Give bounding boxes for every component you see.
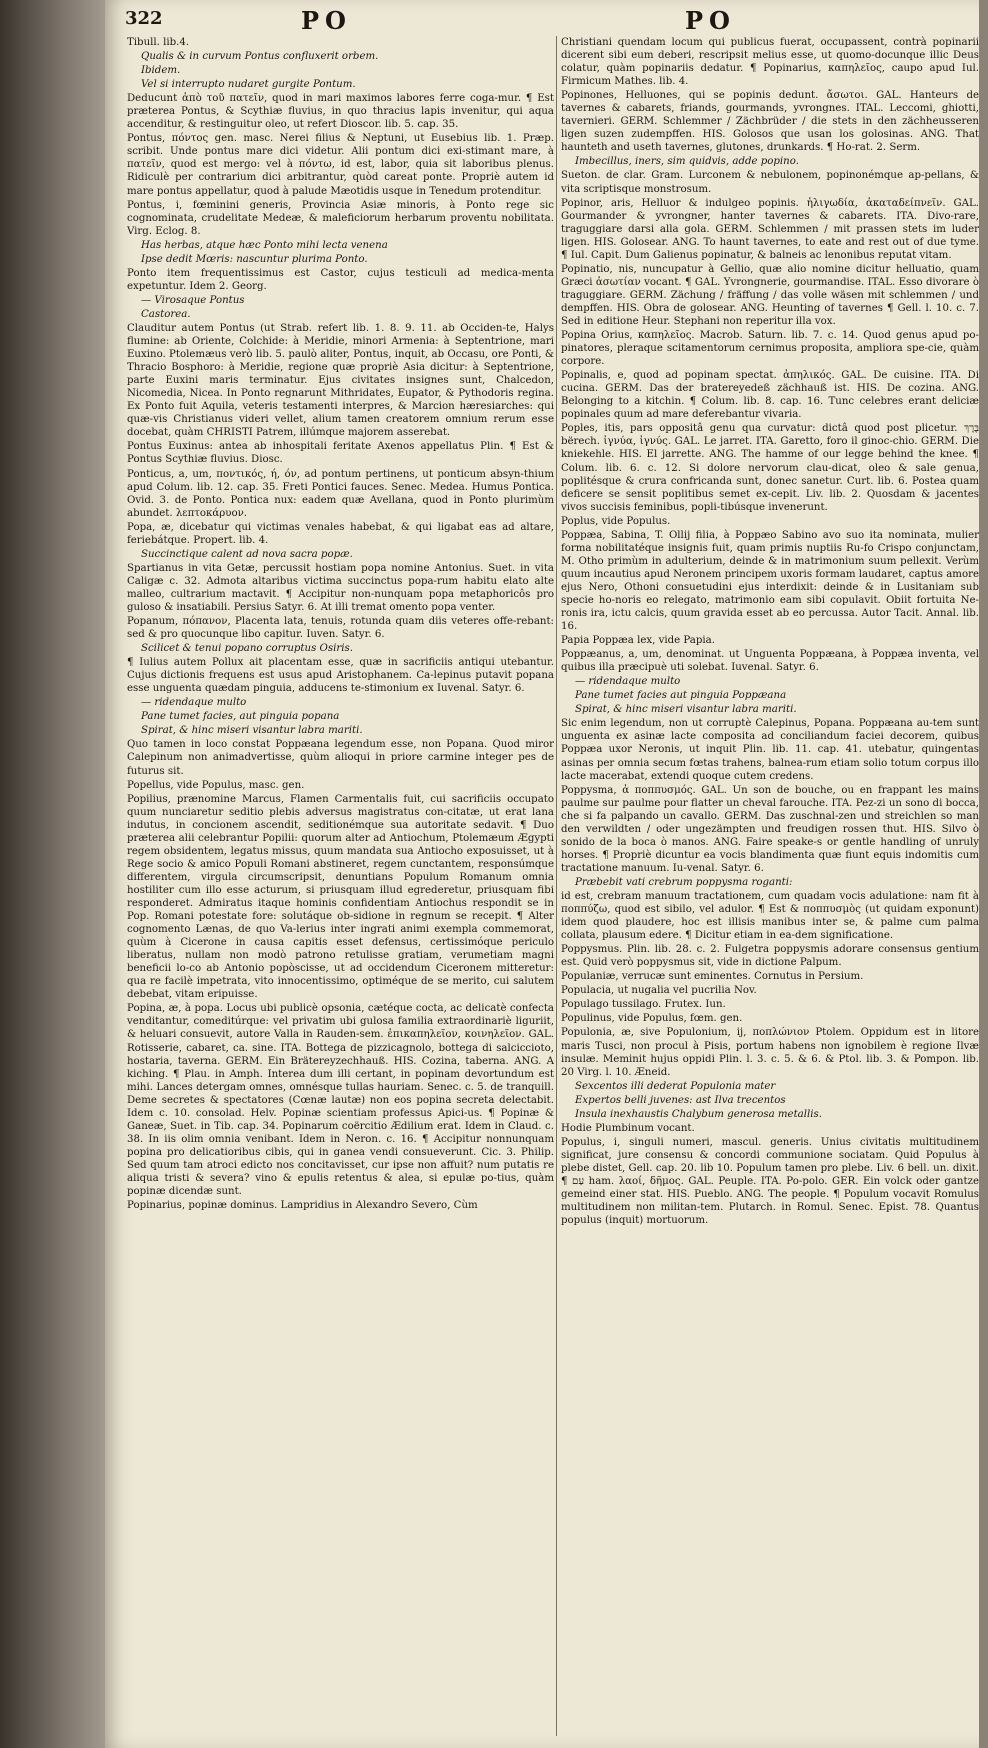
entry-popina: Popina, æ, à popa. Locus ubi publicè opsonia, cætéque cocta, ac delicatè confecta venditantur, comeditúrque: vel privatim ubi gulosa familia extraordinariè liguriit, & heluari consuevit, autore Valla in Rauden-sem. ἐπικαπηλεῖον, κοινηλεῖον. GAL. Rotisserie, cabaret, ca. sine. ITA. Bottega de pizzicagnolo, bottega di salciccioto, hostaria, taverna. GERM. Ein Brätereyzechhauß. HIS. Cozina, taberna. ANG. A kiching. ¶ Plau. in Amph. Interea dum illi certant, in popinam devortundum est mihi. Lances detergam omnes, omnésque tullas hauriam. Senec. c. 5. de tranquill. Deme secretes & spectatores (Cœnæ lautæ) non eos popina secreta delectabit. Idem c. 10. consolad. Helv. Popinæ scientiam professus Apici-us. ¶ Popinæ & Ganeæ, Suet. in Tib. cap. 34. Popinarum coërcitio Ædilium erat. Idem in Claud. c. 38. In iis olim omnia venibant. Idem in Neron. c. 16. ¶ Accipitur nonnunquam popina pro delicatioribus cibis, qui in ganea vendi consueverunt. Cic. 3. Philip. Sed quum tam atroci edicto nos concitavisset, cur ipse non affuit? num putatis re aliqua tristi & severa? vino & epulis retentus & alea, si epulæ po-tius, quàm popinæ dicendæ sunt. (127, 1003, 554, 1198)
left-column (127, 36, 554, 1736)
entry: Deducunt ἀπὸ τοῦ πατεῖν, quod in mari maximos labores ferre coga-mur. ¶ Est præterea Pontus, & Scythiæ fluvius, in quo thracius lapis invenitur, qui aqua accenditur, & restinguitur oleo, ut refert Dioscor. lib. 5. cap. 35. (127, 93, 554, 131)
entry-ponticus: Ponticus, a, um, ποντικός, ή, όν, ad pontum pertinens, ut ponticum absyn-thium apud Colum. lib. 12. cap. 35. Freti Pontici fauces. Senec. Medea. Humus Pontica. Ovid. 3. de Ponto. Pontica nux: eadem quæ Avellana, quod in Ponto plurimùm abundet. λεπτοκάρυον. (127, 468, 554, 519)
verse-line: — Virosaque Pontus (141, 294, 245, 306)
verse-line: Scilicet & tenui popano corruptus Osiris. (141, 643, 353, 655)
verse-line: — ridendaque multo (575, 676, 681, 688)
book-page (105, 0, 979, 1748)
entry: Spartianus in vita Getæ, percussit hostiam popa nomine Antonius. Suet. in vita Caligæ c. 32. Admota altaribus victima succinctus popa-rum habitu elato alte malleo, cultrarium mactavit. ¶ Accipitur non-nunquam popa metaphoricôs pro guloso & insatiabili. Persius Satyr. 6. At illi tremat omento popa venter. (127, 562, 554, 613)
book-gutter (0, 0, 105, 1748)
entry-popinatio: Popinatio, nis, nuncupatur à Gellio, quæ alio nomine dicitur helluatio, quam Græci ἀσωτίαν vocant. ¶ GAL. Yvrongnerie, gourmandise. ITAL. Esso divorare ò traguggiare. GERM. Zächung / fräffung / das volle wäsen mit schlemmen / und dempffen. HIS. Obra de golosear. ANG. Heunting of tavernes ¶ Gell. l. 10. c. 7. Sed in editione Heur. Stephani non reperitur illa vox. (561, 263, 979, 327)
entry: Ponto item frequentissimus est Castor, cujus testiculi ad medica-menta expetuntur. Idem 2. Georg. (127, 267, 554, 292)
running-head (105, 6, 979, 36)
verse-line: Qualis & in curvum Pontus confluxerit orbem. (141, 51, 379, 63)
verse-line: Spirat, & hinc miseri visantur labra mariti. (575, 704, 797, 716)
entry: Quo tamen in loco constat Poppæana legendum esse, non Popana. Quod miror Calepinum non animadvertisse, quùm alioqui in priore carmine integer pes de futurus sit. (127, 739, 554, 777)
verse-line: Pane tumet facies aut pinguia Poppæana (575, 690, 787, 702)
header-left: PO (301, 6, 352, 35)
entry-popellus: Popellus, vide Populus, masc. gen. (127, 779, 305, 791)
verse-line: Succinctique calent ad nova sacra popæ. (141, 548, 353, 560)
entry-popinor: Popinor, aris, Helluor & indulgeo popinis. ἡλιγωδία, ἀκαταδείπνεῖν. GAL. Gourmander & yvrongner, hanter tavernes & cabarets. ITA. Divo-rare, traguggiare darsi alla gola. GERM. Schlemmen / mit prassen stets im luder ligen. HIS. Golosear. ANG. To haunt tavernes, to eate and rest out of due tyme. ¶ Iul. Capit. Dum Galienus popinatur, & balneis ac lenonibus reputat vitam. (561, 197, 979, 261)
page-number: 322 (125, 8, 163, 29)
verse-line: Ipse dedit Mœris: nascuntur plurima Ponto. (141, 253, 368, 265)
entry-populago: Populago tussilago. Frutex. Iun. (561, 999, 726, 1011)
entry: id est, crebram manuum tractationem, cum quadam vocis adulatione: nam fit à ποππύζω, quod est sibilo, vel adulor. ¶ Est & ποππυσμὸς (ut quidam exponunt) idem quod plaudere, hoc est illisis manibus inter se, & palme cum palma collata, plausum edere. ¶ Dicitur etiam in ea-dem significatione. (561, 891, 979, 942)
entry-popinones: Popinones, Helluones, qui se popinis dedunt. ἄσωτοι. GAL. Hanteurs de tavernes & cabarets, friands, gourmands, yvrongnes. ITAL. Leccomi, ghiotti, tavernieri. GERM. Schlemmer / Zächbrüder / die stets in den zächheusseren ligen suzen zudempffen. HIS. Golosos que usan los golosinas. ANG. That haunteth and useth tavernes, glutones, drunkards. ¶ Ho-rat. 2. Serm. (561, 90, 979, 154)
entry-populonia: Populonia, æ, sive Populonium, ij, ποπλώνιον Ptolem. Oppidum est in litore maris Tusci, non procul à Pisis, portum habens non ignobilem è regione Ilvæ insulæ. Meminit hujus oppidi Plin. l. 3. c. 5. & 6. & Ptol. lib. 3. & Pompon. lib. 20 Virg. l. 10. Æneid. (561, 1027, 979, 1078)
entry-populus: Populus, i, singuli numeri, mascul. generis. Unius civitatis multitudinem significat, jure consensu & concordi communione sociatam. Quid Populus à plebe distet, Gell. cap. 20. lib 10. Populum tamen pro plebe. Liv. 6 bell. un. dixit. ¶ עַם ham. λαοί, δῆμος. GAL. Peuple. ITA. Po-polo. GER. Ein volck oder gantze gemeind einer stat. HIS. Pueblo. ANG. The people. ¶ Populum vocavit Romulus multitudinem non militan-tem. Plutarch. in Romul. Senec. Epist. 78. Quantus populus (inquit) mortuorum. (561, 1136, 979, 1227)
entry-poppysma: Poppysma, ἀ ποππυσμός. GAL. Un son de bouche, ou en frappant les mains paulme sur paulme pour flatter un cheval farouche. ITA. Pez-zi un sono di bocca, che si fa palpando un cavallo. GERM. Das zuschnal-zen und streichlen so man den verwildten / oder ungezämpten und freudigen rossen thut. HIS. Silvo ò sonido de la boca ò manos. ANG. Faire speake-s or gentle handling of unruly horses. ¶ Propriè dicuntur ea vocis blandimenta quæ fiunt equis indomitis cum tractatione manuum. Iu-venal. Satyr. 6. (561, 784, 979, 874)
verse-line: Insula inexhaustis Chalybum generosa metallis. (575, 1108, 822, 1120)
entry: Hodie Plumbinum vocant. (561, 1122, 695, 1134)
entry-popinarius: Popinarius, popinæ dominus. Lampridius in Alexandro Severo, Cùm (127, 1200, 478, 1212)
entry-poplus: Poplus, vide Populus. (561, 515, 671, 527)
entry-poppaea: Poppæa, Sabina, T. Ollij filia, à Poppæo Sabino avo suo ita nominata, mulier forma nobilitatéque insignis fuit, quam primis nuptiis Ru-fo Crispo conjunctam, M. Otho primùm in adulterium, deinde & in matrimonium suum pellexit. Verùm quum incautius apud Neronem principem uxoris formam laudaret, captus amore ejus Nero, Othoni consuetudini ejus interdixit: deinde & in Lusitaniam sub specie ho-noris eo relegato, matrimonio eam sibi copulavit. Obiit fortuita Ne-ronis ira, ictu calcis, quum gravida esset ab eo percussa. Autor Tacit. Annal. lib. 16. (561, 529, 979, 633)
entry: Sic enim legendum, non ut corruptè Calepinus, Popana. Poppæana au-tem sunt unguenta ex asinæ lacte composita ad conciliandum faciei decorem, quibus Poppæa uxor Neronis, ut inquit Plin. lib. 11. cap. 41. utebatur, quingentas asinas per omnia secum fœtas trahens, balnea-rum etiam solio totum corpus illo lacte macerabat, extendi quoque cutem credens. (561, 718, 979, 782)
entry-poples: Poples, itis, pars oppositâ genu qua curvatur: dictâ quod post plicetur. בֶּרֶךְ bërech. ἰγνύα, ἰγνύς. GAL. Le jarret. ITA. Garetto, foro il ginoc-chio. GERM. Die kniekehle. HIS. El jarrette. ANG. The hamme of our legge behind the knee. ¶ Colum. lib. 6. c. 12. Si dolore nervorum clau-dicat, oleo & sale genua, poplitésque & crura confricanda sunt, donec sanetur. Curt. lib. 6. Postea quam deficere se sensit poplitibus semet ex-cepit. Liv. lib. 2. Quosdam & jacentes vivos succisis feminibus, popli-tibúsque invenerunt. (561, 423, 979, 513)
column-rule (556, 36, 557, 1736)
right-column (561, 36, 979, 1736)
entry-pontus-euxinus: Pontus Euxinus: antea ab inhospitali feritate Axenos appellatus Plin. ¶ Est & Pontus Scythiæ fluvius. Diosc. (127, 441, 554, 466)
entry-poppysmus: Poppysmus. Plin. lib. 28. c. 2. Fulgetra poppysmis adorare consensus gentium est. Quid verò poppysmus sit, vide in dictione Palpum. (561, 944, 979, 969)
verse-line: Has herbas, atque hæc Ponto mihi lecta venena (141, 239, 388, 251)
entry: Tibull. lib.4. (127, 37, 190, 48)
entry-popa: Popa, æ, dicebatur qui victimas venales habebat, & qui ligabat eas ad altare, feriebátque. Propert. lib. 4. (127, 521, 554, 546)
entry: Sueton. de clar. Gram. Lurconem & nebulonem, popinonémque ap-pellans, & vita scriptisque monstrosum. (561, 170, 979, 195)
entry: Christiani quendam locum qui publicus fuerat, occupassent, contrà popinarii dicerent sibi eum deberi, rescripsit melius esse, ut quomo-docunque illic Deus colatur, quàm popinariis dedatur. ¶ Popinarius, καπηλεῖος, caupo apud Iul. Firmicum Mathes. lib. 4. (561, 37, 979, 88)
entry: ¶ Iulius autem Pollux ait placentam esse, quæ in sacrificiis antiqui utebantur. Cujus dictionis frequens est usus apud Aristophanem. Ca-lepinus putavit popana esse unguenta quædam pinguia, adducens te-stimonium ex Iuvenal. Satyr. 6. (127, 657, 554, 695)
entry-populaniae: Populaniæ, verrucæ sunt eminentes. Cornutus in Persium. (561, 971, 864, 983)
entry: Clauditur autem Pontus (ut Strab. refert lib. 1. 8. 9. 11. ab Occiden-te, Halys flumine: ab Oriente, Colchide: à Meridie, minori Armenia: à Septentrione, mari Euxino. Ptolemæus verò lib. 5. paulò aliter, Pontus, inquit, ab Occasu, ore Ponti, & Thracio Bosphoro: à Meridie, regione quæ propriè Asia dicitur: à Septentrione, parte Euxini maris terminatur. Ejus civitates insignes sunt, Chalcedon, Nicomedia, Nicea. In Ponto regnarunt Mithridates, Eupator, & Pythodoris regina. Ex Ponto fuit Aquila, veteris testamenti interpres, & Marcion hæresiarches: qui quæ-vis Christianus videri vellet, alium tamen creatorem omnium rerum esse docebat, quàm CHRISTI Patrem, illúmque majorem asserebat. (127, 322, 554, 439)
entry-popinatorius: Popina Orius, καπηλεῖος. Macrob. Saturn. lib. 7. c. 14. Quod genus apud po-pinatores, pleraque scitamentorum cernimus proposita, ampliora spe-cie, quàm corpore. (561, 330, 979, 368)
entry-pontus-province: Pontus, i, fœminini generis, Provincia Asiæ minoris, à Ponto rege sic cognominata, crudelitate Medeæ, & maleficiorum herbarum proventu nobilitata. Virg. Eclog. 8. (127, 199, 554, 237)
verse-line: Præbebit vati crebrum poppysma roganti: (575, 876, 793, 888)
verse-line: Sexcentos illi dederat Populonia mater (575, 1080, 776, 1092)
citation-line: Ibidem. (141, 65, 181, 77)
entry-popinalis: Popinalis, e, quod ad popinam spectat. ἀπηλικός. GAL. De cuisine. ITA. Di cucina. GERM. Das der bratereyedeß zächhauß ist. HIS. De cozina. ANG. Belonging to a kitchin. ¶ Colum. lib. 8. cap. 16. Tunc celebres erant deliciæ popinales quum ad mare deferebantur vivaria. (561, 370, 979, 421)
entry-populacia: Populacia, ut nugalia vel pucrilia Nov. (561, 985, 757, 997)
verse-line: Pane tumet facies, aut pinguia popana (141, 711, 340, 723)
verse-line: Expertos belli juvenes: ast Ilva trecentos (575, 1094, 786, 1106)
entry-papia-lex: Papia Poppæa lex, vide Papia. (561, 635, 715, 647)
entry-poppaeanus: Poppæanus, a, um, denominat. ut Unguenta Poppæana, à Poppæa inventa, vel quibus illa præcipuè uti solebat. Iuvenal. Satyr. 6. (561, 649, 979, 674)
entry-popilius: Popilius, prænomine Marcus, Flamen Carmentalis fuit, cui sacrificiis occupato quum nunciaretur seditio plebis adversus magistratus con-citatæ, ut erat lana indutus, in concionem ascendit, seditionémque sua autoritate sedavit. ¶ Duo præterea alii celebrantur Popilii: quorum alter ad Antiochum, Ptolemæum Ægypti regem obsidentem, legatus missus, quum mandata sua Antiocho exposuisset, ut à Rege socio & amico Populi Romani abstineret, regem cunctantem, responsúmque differentem, virgula circumscripsit, denuntians Populum Romanum omnia hostiliter cum illo esse acturum, si priusquam illud egrederetur, priusquam fibi responderet. Admiratus itaque hominis confidentiam Antiochus respondit se in Pop. Romani potestate fore: solutáque ob-sidione in regnum se recepit. ¶ Alter cognomento Lænas, de quo Va-lerius inter ingrati animi exempla commemorat, quùm à Cicerone in causa capitis esset defensus, certissimóque periculo liberatus, nullam non modò patrono retulisse gratiam, verumetiam magni beneficii lo-co ab Antonio popòscisse, ut ad occidendum Ciceronem mitteretur: qua re facilè impetrata, vito innocentissimo, optiméque de se merito, cui salutem debebat, vitam eripuisse. (127, 793, 554, 1001)
entry-popanum: Popanum, πόπανον, Placenta lata, tenuis, rotunda quam diis veteres offe-rebant: sed & pro quocunque libo capitur. Iuven. Satyr. 6. (127, 616, 554, 641)
entry-populinus: Populinus, vide Populus, fœm. gen. (561, 1013, 743, 1025)
verse-line: Castorea. (141, 308, 191, 320)
header-right: PO (685, 6, 736, 35)
verse-line: Vel si interrupto nudaret gurgite Pontum. (141, 79, 356, 91)
verse-line: Imbecillus, iners, sim quidvis, adde popino. (575, 156, 799, 168)
verse-line: Spirat, & hinc miseri visantur labra mariti. (141, 725, 363, 737)
entry-pontus: Pontus, πόντος gen. masc. Nerei filius & Neptuni, ut Eusebius lib. 1. Præp. scribit. Unde pontus mare dici videtur. Alii pontum dici exi-stimant mare, à πατεῖν, quod est mergo: vel à πόντω, id est, labor, quia sit laboribus plenus. Ridiculè per contrarium dici arbitrantur, quòd careat ponte. Propriè autem id mare pontus appellatur, quod à palude Mæotidis usque in Tenedum protenditur. (127, 133, 554, 197)
verse-line: — ridendaque multo (141, 697, 247, 709)
